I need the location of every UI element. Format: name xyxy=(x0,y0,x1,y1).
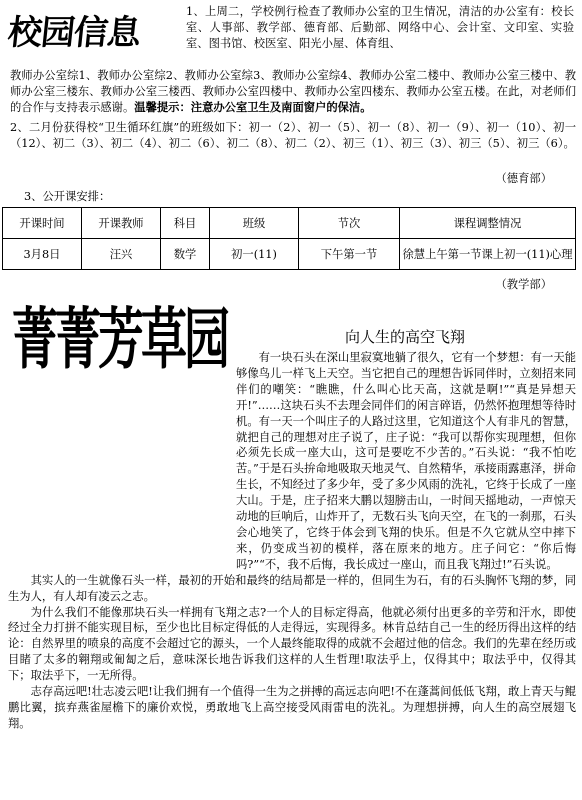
table-header-cell: 开课时间 xyxy=(3,208,82,239)
article-body xyxy=(8,350,576,732)
news-item-2: 2、二月份获得校“卫生循环红旗”的班级如下：初一（2）、初一（5）、初一（8）、初一（9）、初一（10）、初一（12）、初二（3）、初二（4）、初二（6）、初二（8）、初二（2）、初三（1）、初三（3）、初三（5）、初三（6）。 xyxy=(10,121,576,150)
news-item-1-part2 xyxy=(10,68,576,116)
table-header-cell: 科目 xyxy=(161,208,210,239)
table-row xyxy=(3,239,576,270)
table-cell: 数学 xyxy=(161,239,210,270)
table-header-cell: 开课教师 xyxy=(82,208,161,239)
school-news-masthead: 校园信息 xyxy=(5,13,143,53)
article-paragraph-2: 其实人的一生就像石头一样，最初的开始和最终的结局都是一样的，但同生为石，有的石头胸怀飞翔的梦，同生为人，有人却有凌云之志。 xyxy=(8,573,576,603)
table-cell: 徐慧上午第一节课上初一(11)心理 xyxy=(400,239,576,270)
table-header-cell: 班级 xyxy=(210,208,299,239)
open-class-schedule-table xyxy=(2,207,576,270)
table-cell: 汪兴 xyxy=(82,239,161,270)
table-header-row xyxy=(3,208,576,239)
table-header-cell: 节次 xyxy=(299,208,400,239)
table-cell: 下午第一节 xyxy=(299,239,400,270)
article-title: 向人生的高空飞翔 xyxy=(345,328,466,346)
article-paragraph-3: 为什么我们不能像那块石头一样拥有飞翔之志?一个人的目标定得高，他就必须付出更多的辛劳和汗水，即使经过全力打拼不能实现目标，至少也比目标定得低的人走得远，实现得多。林肯总结自己一生的经历得出这样的结论：自然界里的喷泉的高度不会超过它的源头，一个人最终能取得的成就不会超过他的信念。我们的先辈在经历或目睹了太多的翱翔或匍匐之后，意味深长地告诉我们这样的人生哲理!取法乎上，仅得其中；取法乎中，仅得其下；取法乎下，一无所得。 xyxy=(8,605,576,683)
table-header-cell: 课程调整情况 xyxy=(400,208,576,239)
news-item-1-body: 教师办公室综1、教师办公室综2、教师办公室综3、教师办公室综4、教师办公室二楼中、教师办公室三楼中、教师办公室三楼东、教师办公室三楼西、教师办公室四楼中、教师办公室四楼东、教师办公室五楼。在此，对老师们的合作与支持表示感谢。 xyxy=(10,69,576,114)
article-paragraph-4: 志存高远吧!壮志凌云吧!让我们拥有一个值得一生为之拼搏的高远志向吧!不在蓬蒿间低低飞翔，敢上青天与鲲鹏比翼，摈弃燕雀屋檐下的廉价欢悦，勇敢地飞上高空接受风雨雷电的洗礼。为理想拼搏，向人生的高空展翅飞翔。 xyxy=(8,685,576,730)
news-item-3-heading: 3、公开课安排： xyxy=(24,190,111,203)
dept-signature-teaching: （教学部） xyxy=(495,278,552,291)
table-cell: 初一(11) xyxy=(210,239,299,270)
table-cell: 3月8日 xyxy=(3,239,82,270)
garden-masthead: 菁菁芳草园 xyxy=(12,299,227,379)
dept-signature-moral: （德育部） xyxy=(495,172,552,185)
article-paragraph-1: 有一块石头在深山里寂寞地躺了很久，它有一个梦想：有一天能够像鸟儿一样飞上天空。当它把自己的理想告诉同伴时，立刻招来同伴们的嘲笑：“瞧瞧，什么叫心比天高，这就是啊!”“真是异想天开!”……这块石头不去理会同伴们的闲言碎语，仍然怀抱理想等待时机。有一天一个叫庄子的人路过这里，它知道这个人有非凡的智慧，就把自己的理想对庄子说了，庄子说：“我可以帮你实现理想，但你必须先长成一座大山，这可是要吃不少苦的。”石头说：“我不怕吃苦。”于是石头拚命地吸取天地灵气、自然精华，承接雨露惠泽，拼命生长，不知经过了多少年，受了多少风雨的洗礼，它终于长成了一座大山。于是，庄子招来大鹏以翅膀击山，一时间天摇地动，一声惊天动地的巨响后，山炸开了，无数石头飞向天空，在飞的一刹那，石头会心地笑了，它终于体会到飞翔的快乐。但是不久它就从空中摔下来，仍变成当初的模样，落在原来的地方。庄子问它：“你后悔吗?”“不，我不后悔，我长成过一座山，而且我飞翔过!”石头说。 xyxy=(236,351,576,571)
news-item-1-part1: 1、上周二，学校例行检查了教师办公室的卫生情况，清洁的办公室有：校长室、人事部、教学部、德育部、后勤部、网络中心、会计室、文印室、实验室、图书馆、校医室、阳光小屋、体育组、 xyxy=(186,5,574,50)
news-item-1-tip: 温馨提示：注意办公室卫生及南面窗户的保洁。 xyxy=(134,99,372,114)
